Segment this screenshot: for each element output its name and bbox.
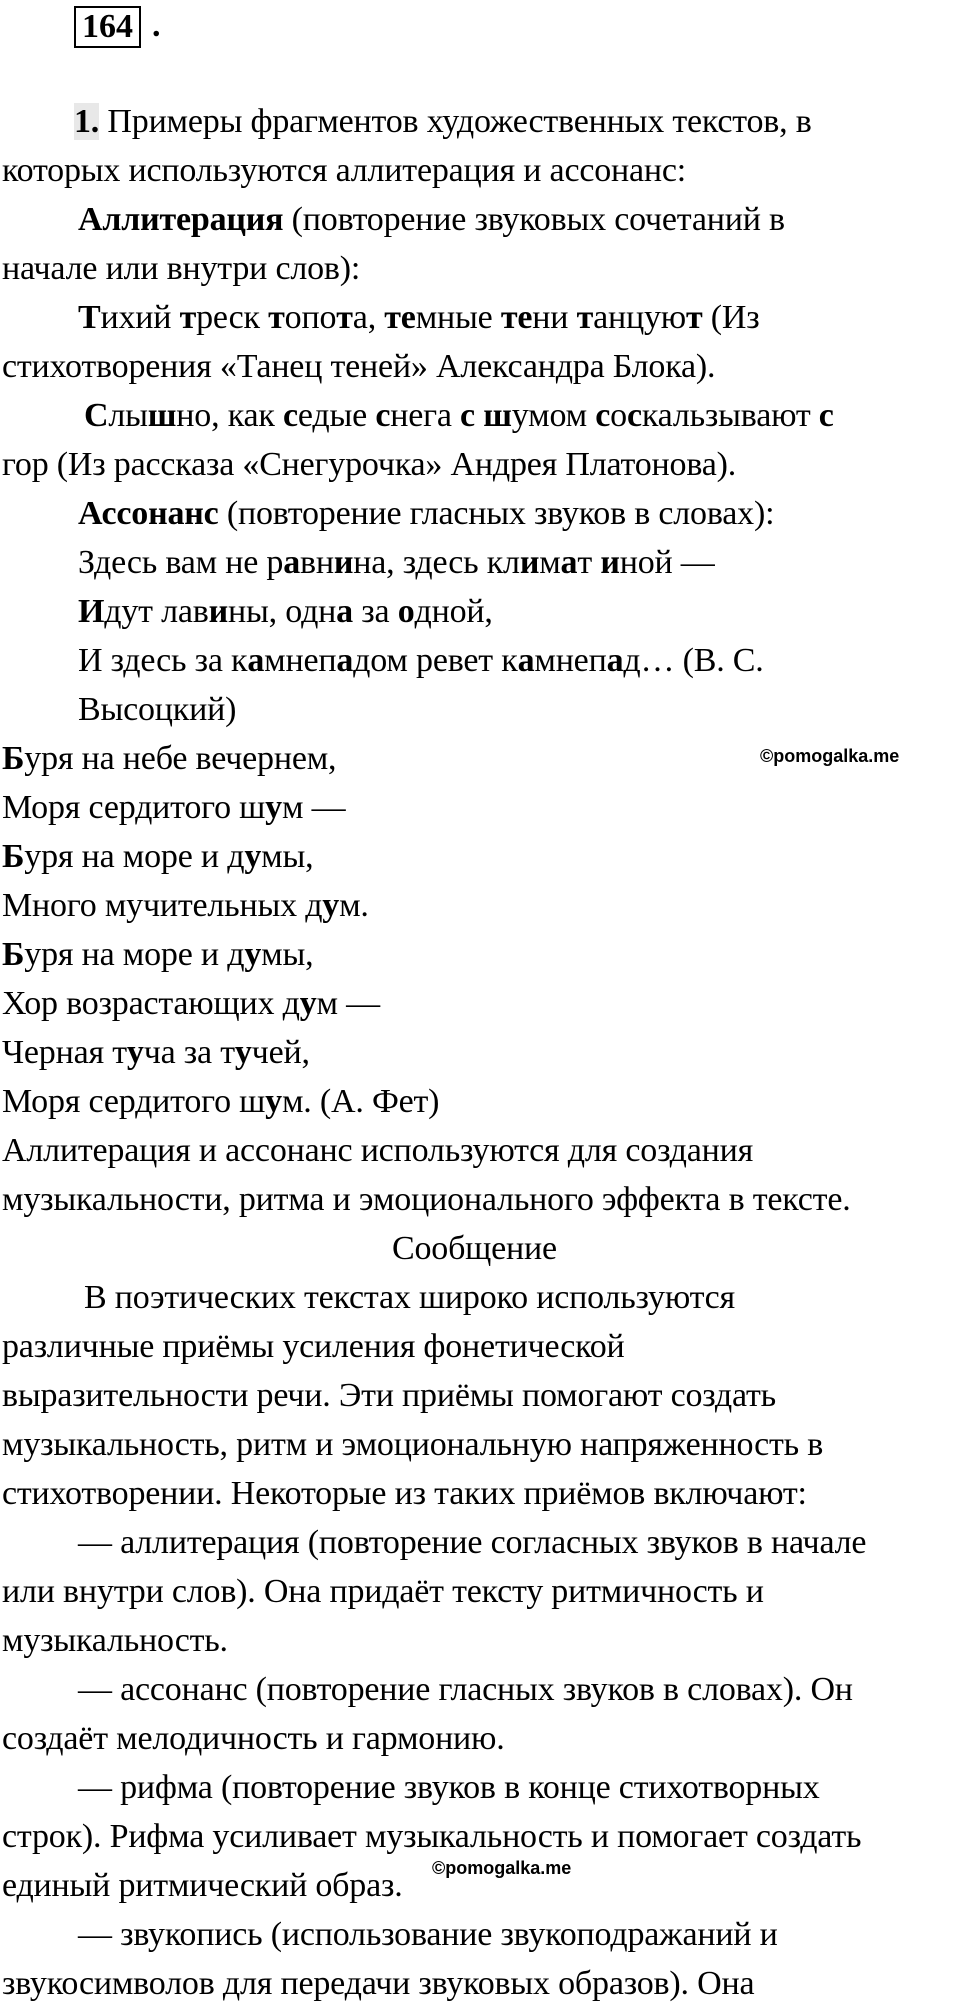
text-run: мнеп xyxy=(264,642,337,679)
text-run: гор (Из рассказа «Снегурочка» Андрея Платонова). xyxy=(2,446,737,483)
text-line xyxy=(2,1719,505,1759)
bold-text-run: у xyxy=(322,887,340,924)
bold-text-run: а xyxy=(606,642,624,679)
text-run: но, как xyxy=(176,397,284,434)
bold-text-run: у xyxy=(244,838,262,875)
text-line xyxy=(2,1033,310,1073)
task-number: 164 xyxy=(82,8,133,45)
text-line xyxy=(74,102,812,142)
text-run: музыкальность. xyxy=(2,1622,228,1659)
text-run: ны, одн xyxy=(228,593,337,630)
text-run: или внутри слов). Она придаёт тексту ритмичность и xyxy=(2,1573,764,1610)
text-line xyxy=(2,1621,228,1661)
text-run: ихий xyxy=(100,299,180,336)
text-run: музыкальность, ритм и эмоциональную напряженность в xyxy=(2,1426,824,1463)
text-run: — аллитерация (повторение согласных звуков в начале xyxy=(78,1524,867,1561)
text-run: едые xyxy=(297,397,376,434)
bold-text-run: и xyxy=(333,544,354,581)
text-run: уря на море и д xyxy=(24,838,245,875)
text-line xyxy=(2,347,715,387)
text-line xyxy=(2,1327,625,1367)
text-run: м xyxy=(539,544,561,581)
text-run: лы xyxy=(108,397,148,434)
bold-text-run: И xyxy=(78,593,105,630)
bold-text-run: Б xyxy=(2,740,25,777)
text-line xyxy=(2,984,380,1024)
text-line xyxy=(2,1376,776,1416)
bold-text-run: Аллитерация xyxy=(78,201,284,238)
text-run: Моря сердитого ш xyxy=(2,1083,266,1120)
text-line xyxy=(78,1670,853,1710)
text-line xyxy=(78,592,493,632)
bold-text-run: у xyxy=(265,789,282,826)
task-number-dot: . xyxy=(152,7,161,44)
text-run: (Из xyxy=(702,299,760,336)
text-run: м. (А. Фет) xyxy=(281,1083,440,1120)
bold-text-run: а xyxy=(283,544,301,581)
text-line xyxy=(2,1964,754,2004)
text-run: а, xyxy=(352,299,385,336)
bold-text-run: о xyxy=(397,593,415,630)
text-line xyxy=(2,935,313,975)
text-run: — рифма (повторение звуков в конце стихотворных xyxy=(78,1769,820,1806)
text-run: Примеры фрагментов художественных текстов, в xyxy=(99,103,812,140)
text-run: различные приёмы усиления фонетической xyxy=(2,1328,625,1365)
text-run: начале или внутри слов): xyxy=(2,250,361,287)
text-run: выразительности речи. Эти приёмы помогают создать xyxy=(2,1377,776,1414)
text-run: опо xyxy=(284,299,337,336)
bold-text-run: с xyxy=(818,397,834,434)
text-line xyxy=(78,1523,866,1563)
bold-text-run: т xyxy=(685,299,703,336)
bold-text-run: и xyxy=(519,544,540,581)
bold-text-run: с xyxy=(283,397,298,434)
text-run: мы, xyxy=(261,936,314,973)
bold-text-run: а xyxy=(336,642,354,679)
text-line xyxy=(2,739,336,779)
text-run: уря на небе вечернем, xyxy=(24,740,337,777)
bold-text-run: а xyxy=(336,593,353,630)
text-run: на, здесь кл xyxy=(353,544,520,581)
text-run: которых используются аллитерация и ассонанс: xyxy=(2,152,687,189)
text-line xyxy=(2,151,686,191)
text-run: (повторение гласных звуков в словах): xyxy=(218,495,775,532)
bold-text-run: и xyxy=(600,544,620,581)
text-line xyxy=(2,1425,823,1465)
text-run: (повторение звуковых сочетаний в xyxy=(283,201,785,238)
bold-text-run: Т xyxy=(78,299,101,336)
text-run: музыкальности, ритма и эмоционального эффекта в тексте. xyxy=(2,1181,851,1218)
bold-text-run: а xyxy=(517,642,535,679)
text-line xyxy=(78,298,760,338)
text-line xyxy=(78,200,785,240)
text-line xyxy=(2,788,345,828)
text-run: И здесь за к xyxy=(78,642,248,679)
text-run: стихотворении. Некоторые из таких приёмов включают: xyxy=(2,1475,807,1512)
bold-text-run: с xyxy=(626,397,642,434)
bold-text-run: с xyxy=(595,397,611,434)
text-run: Высоцкий) xyxy=(78,691,237,728)
text-run: анцую xyxy=(593,299,686,336)
bold-text-run: С xyxy=(84,397,109,434)
text-run: — ассонанс (повторение гласных звуков в словах). Он xyxy=(78,1671,853,1708)
bold-text-run: у xyxy=(244,936,262,973)
text-run: В поэтических текстах широко используются xyxy=(84,1279,735,1316)
text-run: Много мучительных д xyxy=(2,887,323,924)
text-line xyxy=(2,837,313,877)
text-run: м — xyxy=(281,789,346,826)
task-number-box xyxy=(74,6,141,48)
bold-text-run: т xyxy=(576,299,594,336)
text-run: звукосимволов для передачи звуковых образов). Она xyxy=(2,1965,755,2002)
text-run: мнеп xyxy=(534,642,607,679)
bold-text-run: Б xyxy=(2,838,25,875)
text-line xyxy=(78,690,236,730)
text-line xyxy=(2,1082,439,1122)
text-run: мы, xyxy=(261,838,314,875)
text-line xyxy=(84,396,834,436)
text-run: кальзывают xyxy=(641,397,819,434)
text-run: чей, xyxy=(251,1034,310,1071)
text-line xyxy=(2,1572,764,1612)
text-line xyxy=(2,1474,807,1514)
bold-text-run: у xyxy=(126,1034,144,1071)
text-run: единый ритмический образ. xyxy=(2,1867,403,1904)
text-run: м. xyxy=(339,887,369,924)
text-run: дной, xyxy=(414,593,493,630)
text-line xyxy=(2,1131,753,1171)
text-line xyxy=(78,1915,778,1955)
bold-text-run: те xyxy=(384,299,416,336)
bold-text-run: ш xyxy=(483,397,512,434)
text-run: Хор возрастающих д xyxy=(2,985,300,1022)
text-run: дут лав xyxy=(104,593,209,630)
text-run: ной — xyxy=(619,544,715,581)
text-run: — звукопись (использование звукоподражаний и xyxy=(78,1916,778,1953)
text-run: м — xyxy=(316,985,380,1022)
text-run: создаёт мелодичность и гармонию. xyxy=(2,1720,505,1757)
bold-text-run: 1. xyxy=(74,103,100,140)
text-run: умом xyxy=(511,397,596,434)
bold-text-run: ш xyxy=(147,397,177,434)
text-run: дом ревет к xyxy=(353,642,518,679)
bold-text-run: Б xyxy=(2,936,25,973)
text-run: вн xyxy=(300,544,334,581)
text-line xyxy=(78,494,774,534)
text-line xyxy=(2,886,369,926)
bold-text-run: т xyxy=(268,299,285,336)
text-run: реск xyxy=(196,299,269,336)
bold-text-run: т xyxy=(179,299,197,336)
text-run: стихотворения «Танец теней» Александра Блока). xyxy=(2,348,716,385)
text-run: о xyxy=(610,397,627,434)
text-line xyxy=(78,641,764,681)
bold-text-run: у xyxy=(299,985,317,1022)
text-line xyxy=(2,445,736,485)
text-run: Моря сердитого ш xyxy=(2,789,266,826)
text-line xyxy=(78,1768,820,1808)
text-run: ни xyxy=(532,299,577,336)
text-run: д… (В. С. xyxy=(623,642,764,679)
text-run: строк). Рифма усиливает музыкальность и помогает создать xyxy=(2,1818,862,1855)
bold-text-run: у xyxy=(234,1034,252,1071)
bold-text-run: и xyxy=(208,593,229,630)
text-run: т xyxy=(577,544,601,581)
text-run: за xyxy=(352,593,398,630)
watermark-text: ©pomogalka.me xyxy=(760,746,900,766)
text-run: нега xyxy=(390,397,461,434)
bold-text-run: а xyxy=(560,544,578,581)
watermark-text: ©pomogalka.me xyxy=(432,1858,572,1878)
text-line xyxy=(2,1866,403,1906)
text-line xyxy=(2,249,360,289)
text-run: ча за т xyxy=(143,1034,235,1071)
text-run: Аллитерация и ассонанс используются для создания xyxy=(2,1132,754,1169)
text-run: Черная т xyxy=(2,1034,127,1071)
bold-text-run: Ассонанс xyxy=(78,495,219,532)
bold-text-run: с xyxy=(460,397,475,434)
text-line xyxy=(392,1229,557,1269)
text-line xyxy=(84,1278,735,1318)
text-run: уря на море и д xyxy=(24,936,245,973)
text-run: Здесь вам не р xyxy=(78,544,284,581)
bold-text-run: с xyxy=(375,397,391,434)
bold-text-run: те xyxy=(500,299,533,336)
bold-text-run: а xyxy=(247,642,265,679)
text-run: Сообщение xyxy=(392,1230,557,1267)
text-run: мные xyxy=(415,299,501,336)
text-line xyxy=(2,1817,861,1857)
text-line xyxy=(78,543,715,583)
bold-text-run: т xyxy=(336,299,353,336)
bold-text-run: у xyxy=(265,1083,282,1120)
text-line xyxy=(2,1180,851,1220)
